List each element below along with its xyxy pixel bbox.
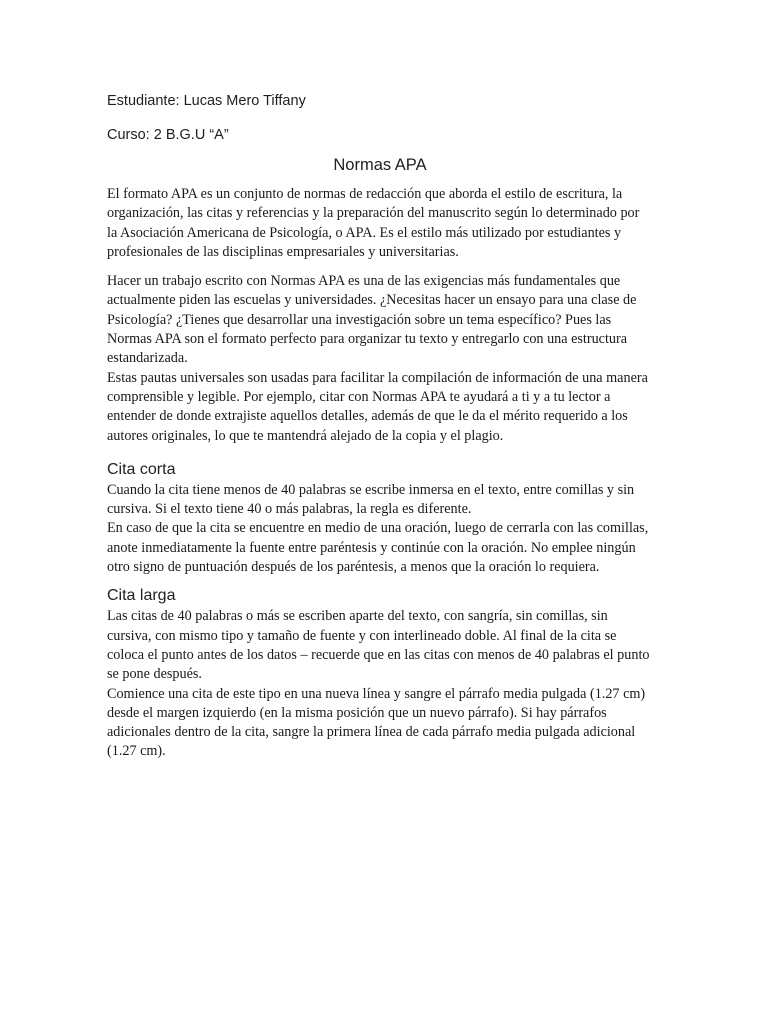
section-heading-cita-larga: Cita larga [107,587,176,605]
cita-larga-paragraph-2: Comience una cita de este tipo en una nueva línea y sangre el párrafo media pulgada (1.27 cm) desde el margen izquierdo (en la misma posición que un nuevo párrafo). Si hay párrafos adicionales dentro de la cita, sangre la primera línea de cada párrafo media pulgada adicional (1.27 cm). [107,685,646,760]
intro-paragraph-1: El formato APA es un conjunto de normas de redacción que aborda el estilo de escritura, la organización, las citas y referencias y la preparación del manuscrito según lo determinado por la Asociación Americana de Psicología, o APA. Es el estilo más utilizado por estudiantes y profesionales de las disciplinas empresariales y universitarias. [107,186,640,260]
document-title: Normas APA [333,156,427,174]
cita-corta-paragraph-1: Cuando la cita tiene menos de 40 palabras se escribe inmersa en el texto, entre comillas y sin cursiva. Si el texto tiene 40 o más palabras, la regla es diferente. [107,481,635,518]
cita-corta-paragraph-2: En caso de que la cita se encuentre en medio de una oración, luego de cerrarla con las comillas, anote inmediatamente la fuente entre paréntesis y continúe con la oración. No emplee ningún otro signo de puntuación después de los paréntesis, a menos que la oración lo requiera. [107,520,649,576]
cita-larga-paragraph-1: Las citas de 40 palabras o más se escriben aparte del texto, con sangría, sin comillas, sin cursiva, con mismo tipo y tamaño de fuente y con interlineado doble. Al final de la cita se coloca el punto antes de los datos – recuerde que en las citas con menos de 40 palabras el punto se pone después. [107,608,650,683]
document-page [107,86,653,762]
course-line: Curso: 2 B.G.U “A” [107,127,229,143]
intro-paragraph-3: Estas pautas universales son usadas para facilitar la compilación de información de una manera comprensible y legible. Por ejemplo, citar con Normas APA te ayudará a ti y a tu lector a entender de donde extrajiste aquellos detalles, además de que le da el mérito requerido a los autores originales, lo que te mantendrá alejado de la copia y el plagio. [107,369,648,444]
section-heading-cita-corta: Cita corta [107,460,176,478]
intro-paragraph-2: Hacer un trabajo escrito con Normas APA es una de las exigencias más fundamentales que actualmente piden las escuelas y universidades. ¿Necesitas hacer un ensayo para una clase de Psicología? ¿Tienes que desarrollar una investigación sobre un tema específico? Pues las Normas APA son el formato perfecto para organizar tu texto y entregarlo con una estructura estandarizada. [107,273,637,367]
student-name-line: Estudiante: Lucas Mero Tiffany [107,93,306,109]
